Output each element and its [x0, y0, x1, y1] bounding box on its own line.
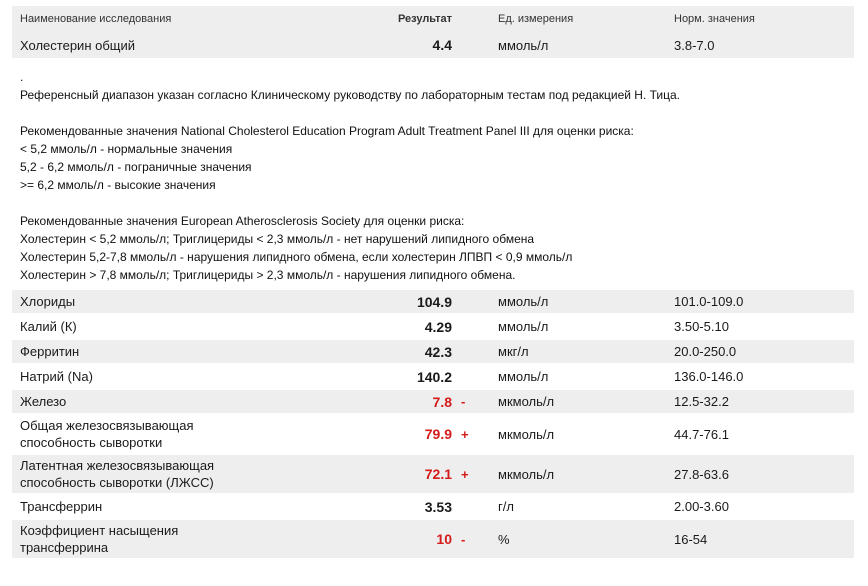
- test-name: [12, 293, 312, 310]
- table-row-cholesterol: [12, 32, 854, 58]
- table-row: [12, 455, 854, 495]
- table-body: [12, 290, 854, 560]
- test-name: [12, 457, 312, 491]
- header-result: Результат: [397, 13, 452, 25]
- comment-line: Холестерин > 7,8 ммоль/л; Триглицериды > 2,3 ммоль/л - нарушения липидного обмена.: [20, 268, 516, 282]
- test-name: [12, 343, 312, 360]
- comment-line: .: [20, 70, 24, 84]
- test-name-line: Общая железосвязывающая: [20, 418, 194, 433]
- test-result: 4.4: [432, 37, 452, 53]
- comment-line: Холестерин < 5,2 ммоль/л; Триглицериды < 2,3 ммоль/л - нет нарушений липидного обмена: [20, 232, 535, 246]
- test-name-line: способность сыворотки: [20, 435, 163, 450]
- test-norm: 16-54: [674, 531, 708, 547]
- test-unit: ммоль/л: [498, 369, 549, 384]
- test-result: 79.9: [424, 426, 452, 442]
- test-norm: 44.7-76.1: [674, 426, 729, 442]
- test-result: 72.1: [424, 466, 452, 482]
- header-unit: Ед. измерения: [498, 13, 574, 25]
- test-flag: +: [461, 466, 469, 482]
- test-name: [12, 417, 312, 451]
- test-result: 42.3: [424, 343, 452, 360]
- table-row: [12, 365, 854, 390]
- comment-line: Рекомендованные значения National Cholesterol Education Program Adult Treatment Panel III для оценки риска:: [20, 124, 634, 138]
- test-norm: 20.0-250.0: [674, 344, 737, 359]
- table-header: [12, 6, 854, 32]
- test-name-line: Латентная железосвязывающая: [20, 458, 215, 473]
- test-name-line: Ферритин: [20, 344, 80, 359]
- test-unit: ммоль/л: [498, 294, 549, 309]
- table-row: [12, 520, 854, 560]
- test-name-line: способность сыворотки (ЛЖСС): [20, 475, 214, 490]
- table-row: [12, 415, 854, 455]
- table-row: [12, 340, 854, 365]
- table-row: [12, 315, 854, 340]
- test-name-line: трансферрина: [20, 540, 109, 555]
- test-name: [12, 393, 312, 410]
- test-unit: ммоль/л: [498, 319, 549, 334]
- comment-spacer: [20, 194, 846, 212]
- test-name-line: Хлориды: [20, 294, 76, 309]
- table-row: [12, 390, 854, 415]
- test-norm: 101.0-109.0: [674, 294, 744, 309]
- test-norm: 3.8-7.0: [674, 37, 715, 53]
- test-result: 3.53: [424, 498, 452, 515]
- test-name: [12, 318, 312, 335]
- test-unit: г/л: [498, 499, 514, 514]
- test-unit: мкмоль/л: [498, 394, 555, 409]
- test-result: 10: [436, 531, 452, 547]
- cholesterol-comment: [12, 58, 854, 290]
- test-unit: %: [498, 531, 510, 547]
- comment-line: Рекомендованные значения European Atherosclerosis Society для оценки риска:: [20, 214, 465, 228]
- test-name: [12, 368, 312, 385]
- test-unit: мкг/л: [498, 344, 529, 359]
- test-name: [12, 522, 312, 556]
- test-flag: -: [461, 531, 466, 547]
- test-result: 7.8: [432, 393, 452, 410]
- test-name-line: Калий (К): [20, 319, 77, 334]
- comment-spacer: [20, 104, 846, 122]
- test-flag: -: [461, 394, 466, 409]
- comment-line: Референсный диапазон указан согласно Клиническому руководству по лабораторным тестам под редакцией Н. Тица.: [20, 88, 680, 102]
- header-name: Наименование исследования: [20, 13, 172, 25]
- comment-line: Холестерин 5,2-7,8 ммоль/л - нарушения липидного обмена, если холестерин ЛПВП < 0,9 ммоль/л: [20, 250, 573, 264]
- test-norm: 27.8-63.6: [674, 466, 729, 482]
- test-name: [12, 498, 312, 515]
- test-name-line: Коэффициент насыщения: [20, 523, 179, 538]
- test-unit: мкмоль/л: [498, 466, 555, 482]
- test-result: 140.2: [416, 368, 452, 385]
- test-unit: мкмоль/л: [498, 426, 555, 442]
- table-row: [12, 290, 854, 315]
- comment-line: 5,2 - 6,2 ммоль/л - пограничные значения: [20, 160, 252, 174]
- test-norm: 12.5-32.2: [674, 394, 729, 409]
- test-name-line: Трансферрин: [20, 499, 103, 514]
- test-flag: +: [461, 426, 469, 442]
- test-norm: 3.50-5.10: [674, 319, 729, 334]
- header-norm: Норм. значения: [674, 13, 755, 25]
- test-name-line: Натрий (Na): [20, 369, 93, 384]
- comment-line: >= 6,2 ммоль/л - высокие значения: [20, 178, 216, 192]
- table-row: [12, 495, 854, 520]
- test-unit: ммоль/л: [498, 37, 549, 53]
- test-name-line: Железо: [20, 394, 67, 409]
- test-result: 104.9: [416, 293, 452, 310]
- comment-line: < 5,2 ммоль/л - нормальные значения: [20, 142, 233, 156]
- test-norm: 2.00-3.60: [674, 499, 729, 514]
- test-name: Холестерин общий: [20, 37, 136, 53]
- test-norm: 136.0-146.0: [674, 369, 744, 384]
- lab-results-table: [12, 6, 854, 560]
- test-result: 4.29: [424, 318, 452, 335]
